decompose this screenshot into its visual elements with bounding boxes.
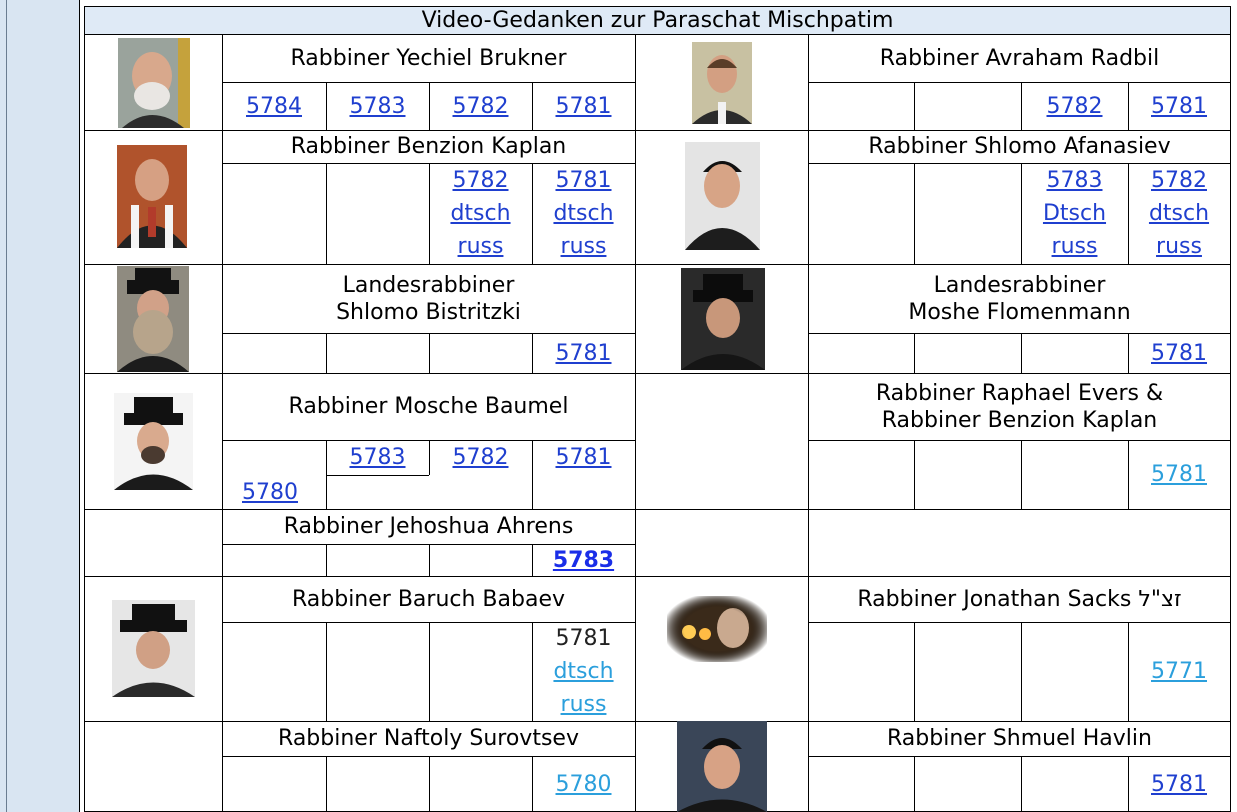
year-link[interactable]: 5783	[1046, 167, 1103, 193]
grid-line	[914, 622, 915, 721]
grid-line	[326, 622, 327, 721]
lang-cell	[1021, 197, 1128, 230]
russ-link[interactable]: russ	[560, 691, 607, 717]
year-link[interactable]: 5781	[1151, 340, 1207, 366]
year-cell	[1128, 334, 1230, 373]
lang-cell	[429, 197, 532, 230]
grid-line	[914, 82, 915, 130]
portrait-photo[interactable]	[667, 596, 767, 662]
grid-line	[429, 333, 430, 373]
lang-cell	[1128, 197, 1230, 230]
grid-line	[326, 544, 327, 576]
lang-cell	[532, 230, 635, 264]
grid-line	[1021, 622, 1022, 721]
portrait-photo[interactable]	[117, 145, 187, 248]
year-link[interactable]: 5780	[555, 771, 612, 797]
lang-cell	[429, 230, 532, 264]
rabbi-name-line: Shlomo Bistritzki	[336, 300, 521, 325]
portrait-photo[interactable]	[692, 42, 752, 124]
year-link[interactable]: 5782	[1046, 93, 1103, 119]
year-link[interactable]: 5784	[246, 93, 302, 119]
year-link[interactable]: 5782	[452, 445, 509, 471]
lang-cell	[532, 197, 635, 230]
year-cell	[326, 83, 429, 130]
year-link[interactable]: 5782	[1151, 167, 1207, 193]
lang-cell	[532, 688, 635, 721]
year-link[interactable]: 5781	[555, 340, 612, 366]
year-cell	[429, 83, 532, 130]
russ-link[interactable]: russ	[1156, 234, 1202, 260]
year-link[interactable]: 5781	[555, 93, 612, 119]
year-cell	[532, 757, 635, 812]
grid-line	[84, 35, 85, 812]
year-cell	[1128, 164, 1230, 197]
rabbi-name: Rabbiner Shmuel Havlin	[887, 726, 1152, 752]
rabbi-name-line: Moshe Flomenmann	[908, 300, 1131, 325]
rabbi-name: Rabbiner Jonathan Sacks זצ"ל	[857, 586, 1182, 612]
russ-link[interactable]: russ	[457, 234, 504, 260]
rabbi-name-line: Rabbiner Raphael Evers &	[875, 380, 1164, 406]
portrait-photo[interactable]	[681, 268, 765, 370]
year-cell	[1128, 83, 1230, 130]
grid-line	[326, 756, 327, 812]
rabbi-name-line: Rabbiner Benzion Kaplan	[881, 408, 1158, 433]
rabbi-name: Rabbiner Mosche Baumel	[288, 394, 569, 420]
grid-line	[635, 35, 636, 812]
rabbi-name: Rabbiner Avraham Radbil	[879, 46, 1160, 72]
portrait-photo[interactable]	[112, 600, 195, 697]
year-link[interactable]: 5781	[1151, 462, 1207, 488]
dtsch-link[interactable]: dtsch	[553, 200, 614, 226]
rabbi-name: Rabbiner Jehoshua Ahrens	[283, 514, 574, 540]
rabbi-name	[222, 265, 635, 333]
grid-line	[326, 475, 429, 476]
year-link[interactable]: 5782	[452, 93, 509, 119]
year-cell	[1128, 757, 1230, 812]
year-link[interactable]: 5771	[1151, 659, 1207, 685]
dtsch-link[interactable]: dtsch	[1148, 200, 1210, 226]
year-link[interactable]: 5781	[555, 167, 612, 193]
year-cell	[429, 441, 532, 475]
year-cell	[429, 164, 532, 197]
year-cell	[532, 164, 635, 197]
year-label: 5781	[555, 626, 612, 652]
year-cell	[222, 83, 326, 130]
year-cell	[1021, 83, 1128, 130]
year-cell	[1128, 623, 1230, 721]
year-cell	[1128, 441, 1230, 509]
grid-line	[326, 333, 327, 373]
russ-link[interactable]: russ	[560, 234, 607, 260]
year-link[interactable]: 5781	[1151, 93, 1207, 119]
grid-line	[914, 333, 915, 373]
lang-cell	[532, 655, 635, 688]
grid-line	[326, 163, 327, 264]
rabbi-name: Rabbiner Baruch Babaev	[291, 586, 565, 612]
sidebar-rule	[6, 0, 7, 812]
year-link[interactable]: 5783	[349, 93, 406, 119]
dtsch-link[interactable]: dtsch	[450, 200, 511, 226]
left-sidebar	[0, 0, 80, 812]
portrait-photo[interactable]	[685, 142, 760, 250]
grid-line	[429, 622, 430, 721]
rabbi-title: Landesrabbiner	[933, 272, 1106, 298]
year-cell	[532, 83, 635, 130]
dtsch-link[interactable]: dtsch	[553, 658, 614, 684]
dtsch-link[interactable]: Dtsch	[1042, 200, 1107, 226]
grid-line	[1021, 756, 1022, 812]
portrait-photo[interactable]	[114, 393, 193, 490]
portrait-photo[interactable]	[117, 266, 189, 372]
grid-line	[1021, 440, 1022, 509]
portrait-photo[interactable]	[677, 721, 767, 812]
year-cell	[532, 441, 635, 475]
year-link[interactable]: 5781	[555, 445, 612, 471]
year-link[interactable]: 5783	[552, 547, 615, 573]
year-cell	[532, 545, 635, 576]
grid-line	[1021, 333, 1022, 373]
year-cell	[222, 476, 326, 509]
rabbi-name: Rabbiner Benzion Kaplan	[290, 134, 567, 160]
grid-line	[429, 756, 430, 812]
lang-cell	[1021, 230, 1128, 264]
year-cell	[326, 441, 429, 475]
rabbi-name: Rabbiner Shlomo Afanasiev	[868, 134, 1171, 160]
table-header: Video-Gedanken zur Paraschat Mischpatim	[84, 6, 1231, 35]
year-cell	[1021, 164, 1128, 197]
grid-line	[914, 163, 915, 264]
year-link[interactable]: 5783	[349, 445, 406, 471]
grid-line	[429, 544, 430, 576]
rabbi-title: Landesrabbiner	[342, 272, 515, 298]
russ-link[interactable]: russ	[1051, 234, 1098, 260]
year-link[interactable]: 5780	[242, 479, 298, 505]
year-link[interactable]: 5781	[1151, 771, 1207, 797]
year-link[interactable]: 5782	[452, 167, 509, 193]
rabbi-name	[808, 265, 1231, 333]
portrait-photo[interactable]	[118, 38, 190, 128]
rabbi-name	[808, 374, 1231, 440]
grid-line	[914, 756, 915, 812]
year-cell	[532, 334, 635, 373]
rabbi-name: Rabbiner Yechiel Brukner	[290, 46, 567, 72]
rabbi-name: Rabbiner Naftoly Surovtsev	[278, 726, 579, 752]
grid-line	[914, 440, 915, 509]
lang-cell	[1128, 230, 1230, 264]
